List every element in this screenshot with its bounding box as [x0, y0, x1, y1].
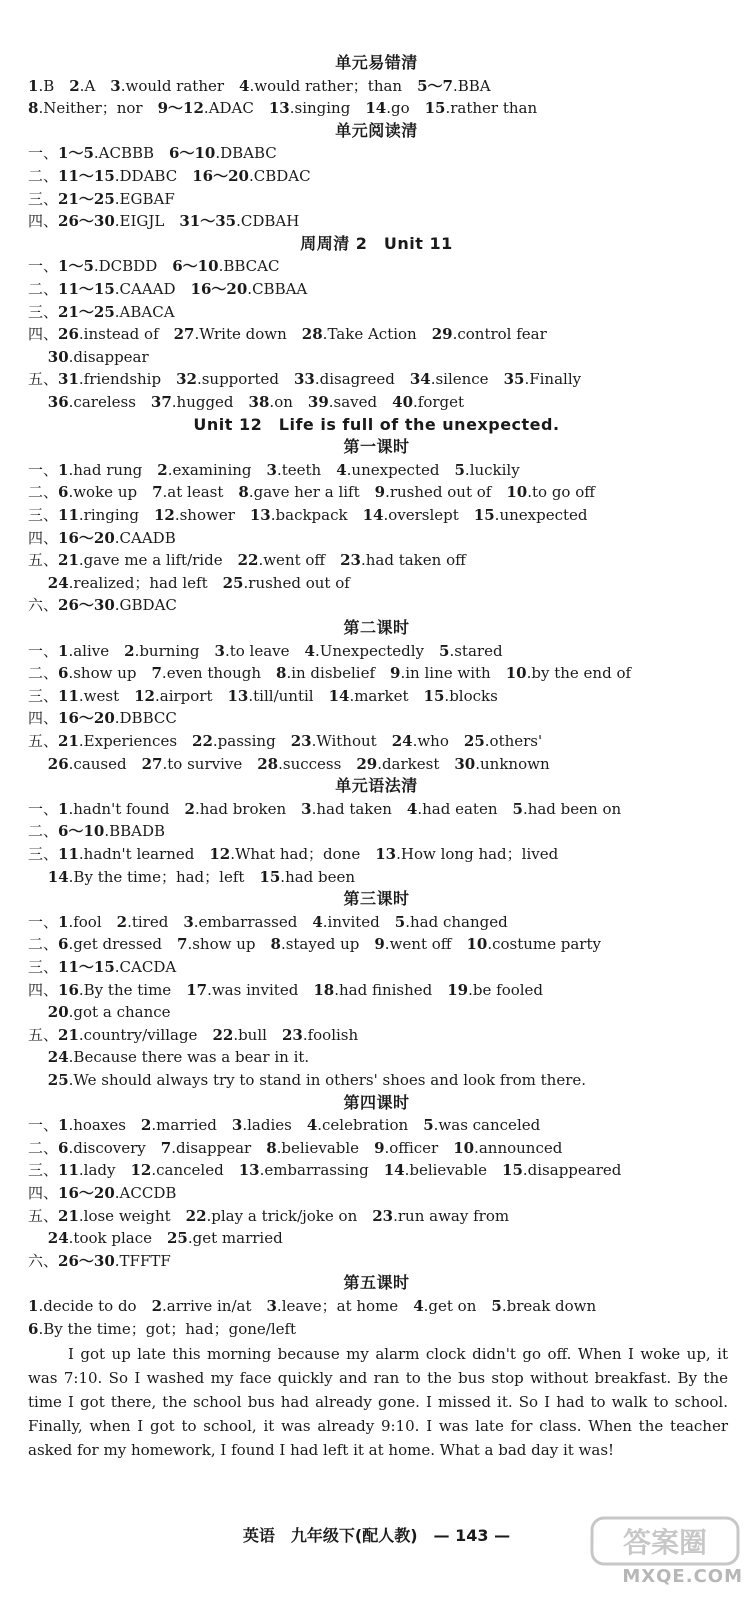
answer-line: 24.took place 25.get married	[47, 1229, 283, 1248]
answer-line: 三、11～15.CACDA	[28, 958, 177, 976]
answer-line: 五、21.Experiences 22.passing 23.Without 24.who 25.others'	[28, 732, 543, 750]
answer-line: 五、31.friendship 32.supported 33.disagreed 34.silence 35.Finally	[28, 370, 582, 389]
section-title: 第一课时	[343, 437, 410, 457]
answer-line: 二、11～15.DDABC 16～20.CBDAC	[28, 167, 311, 185]
answer-line: 四、16～20.DBBCC	[28, 709, 177, 728]
answer-line: 二、6.show up 7.even though 8.in disbelief 9.in line with 10.by the end of	[28, 664, 632, 683]
answer-line: 三、11.lady 12.canceled 13.embarrassing 14.believable 15.disappeared	[28, 1161, 622, 1180]
section-title: 第五课时	[343, 1273, 410, 1293]
answer-line: 二、6.discovery 7.disappear 8.believable 9.officer 10.announced	[28, 1138, 563, 1157]
answer-line: 一、1～5.ACBBB 6～10.DBABC	[28, 144, 277, 163]
answer-line: 26.caused 27.to survive 28.success 29.darkest 30.unknown	[47, 754, 550, 773]
answer-line: 二、6.get dressed 7.show up 8.stayed up 9.went off 10.costume party	[28, 935, 601, 954]
answer-line: 20.got a chance	[47, 1003, 171, 1022]
answer-line: 四、26～30.EIGJL 31～35.CDBAH	[28, 212, 300, 231]
answer-line: 四、16～20.CAADB	[28, 528, 176, 547]
answer-line: 8.Neither；nor 9～12.ADAC 13.singing 14.go 15.rather than	[28, 99, 538, 118]
answer-line: 四、16.By the time 17.was invited 18.had finished 19.be fooled	[28, 980, 544, 999]
page-footer: 英语 九年级下(配人教) — 143 —	[242, 1526, 511, 1545]
section-title: 单元阅读清	[335, 120, 418, 140]
answer-line: 二、6～10.BBADB	[28, 822, 166, 841]
answer-line: 二、11～15.CAAAD 16～20.CBBAA	[28, 280, 308, 298]
answer-line: 一、1.hoaxes 2.married 3.ladies 4.celebration 5.was canceled	[28, 1116, 541, 1135]
model-essay: I got up late this morning because my alarm clock didn't go off. When I woke up, it was 7:10. So I washed my face quickly and ran to the bus stop without breakfast. By the time I got there, the school bus had already gone. I missed it. So I had to walk to school. Finally, when I got to school, it was already 9:10. I was late for class. When the teacher asked for my homework, I found I had left it at home. What a bad day it was!	[28, 1345, 728, 1460]
section-title: 周周清 2 Unit 11	[300, 233, 453, 253]
answer-line: 一、1～5.DCBDD 6～10.BBCAC	[28, 257, 280, 276]
answer-line: 24.Because there was a bear in it.	[47, 1048, 310, 1067]
answer-line: 30.disappear	[47, 347, 149, 366]
answer-line: 一、1.alive 2.burning 3.to leave 4.Unexpectedly 5.stared	[28, 641, 503, 660]
answer-line: 五、21.country/village 22.bull 23.foolish	[28, 1025, 359, 1044]
answer-line: 二、6.woke up 7.at least 8.gave her a lift 9.rushed out of 10.to go off	[28, 483, 595, 502]
section-title: 第四课时	[343, 1092, 410, 1112]
answer-line: 六、26～30.GBDAC	[28, 596, 177, 615]
answer-line: 四、26.instead of 27.Write down 28.Take Action 29.control fear	[28, 325, 547, 344]
answer-line: 一、1.fool 2.tired 3.embarrassed 4.invited 5.had changed	[28, 912, 508, 931]
answer-line: 一、1.hadn't found 2.had broken 3.had taken 4.had eaten 5.had been on	[28, 799, 622, 818]
answer-line: 五、21.gave me a lift/ride 22.went off 23.had taken off	[28, 551, 466, 570]
answer-line: 25.We should always try to stand in others' shoes and look from there.	[47, 1071, 587, 1089]
section-title: 第二课时	[343, 618, 410, 637]
answer-line: 1.B 2.A 3.would rather 4.would rather；than 5～7.BBA	[28, 76, 491, 95]
svg-text:答案圈: 答案圈	[622, 1526, 708, 1559]
answer-line: 6.By the time；got；had；gone/left	[28, 1319, 297, 1338]
answer-line: 四、16～20.ACCDB	[28, 1184, 177, 1202]
section-title: 单元语法清	[335, 776, 418, 796]
section-title: 单元易错清	[335, 53, 418, 72]
answer-line: 1.decide to do 2.arrive in/at 3.leave；at home 4.get on 5.break down	[28, 1297, 597, 1315]
watermark-logo-icon	[590, 1512, 740, 1568]
answer-line: 三、11.hadn't learned 12.What had；done 13.How long had；lived	[28, 845, 559, 863]
watermark-text: MXQE.COM	[622, 1566, 743, 1587]
section-title: Unit 12 Life is full of the unexpected.	[193, 414, 560, 434]
answer-line: 36.careless 37.hugged 38.on 39.saved 40.forget	[47, 393, 465, 411]
answer-line: 三、11.ringing 12.shower 13.backpack 14.overslept 15.unexpected	[28, 506, 588, 524]
answer-line: 14.By the time；had；left 15.had been	[47, 867, 356, 886]
answer-line: 三、21～25.EGBAF	[28, 189, 175, 208]
answer-line: 三、21～25.ABACA	[28, 302, 175, 321]
answer-line: 五、21.lose weight 22.play a trick/joke on 23.run away from	[28, 1206, 510, 1225]
answer-line: 24.realized；had left 25.rushed out of	[47, 573, 350, 592]
answer-line: 三、11.west 12.airport 13.till/until 14.market 15.blocks	[28, 686, 498, 705]
section-title: 第三课时	[343, 889, 410, 909]
answer-line: 一、1.had rung 2.examining 3.teeth 4.unexpected 5.luckily	[28, 460, 520, 479]
answer-line: 六、26～30.TFFTF	[28, 1251, 171, 1270]
